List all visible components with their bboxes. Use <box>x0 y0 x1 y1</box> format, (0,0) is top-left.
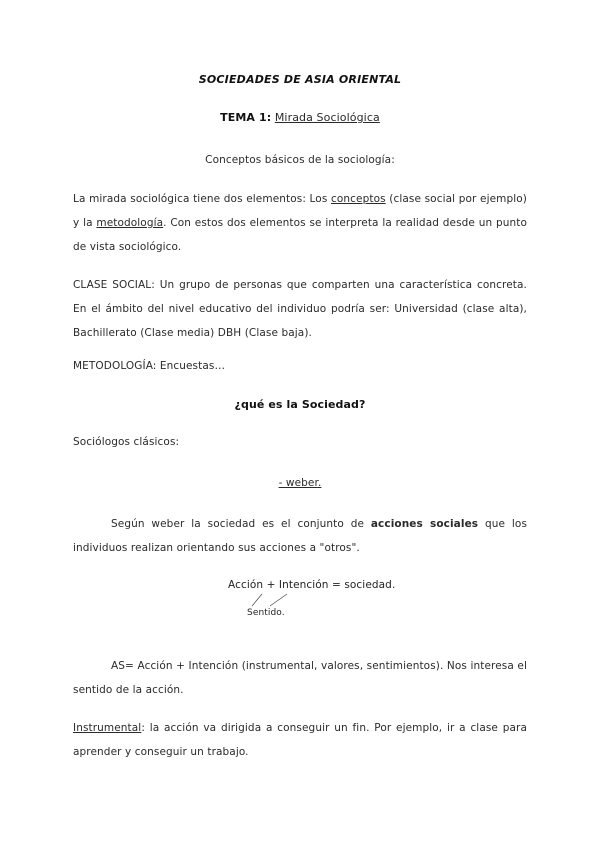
concepts-heading: Conceptos básicos de la sociología: <box>205 154 395 166</box>
paragraph-metodologia: METODOLOGÍA: Encuestas… <box>73 360 226 372</box>
formula-line: Acción + Intención = sociedad. <box>228 579 396 591</box>
term-instrumental: Instrumental <box>73 722 142 734</box>
paragraph-mirada <box>73 187 527 259</box>
paragraph-weber <box>73 512 527 560</box>
text-segment: La mirada sociológica tiene dos elementos: Los <box>73 193 331 205</box>
text-segment: que los individuos realizan orientando sus acciones a "otros". <box>73 518 528 554</box>
term-conceptos: conceptos <box>331 193 386 205</box>
paragraph-instrumental <box>73 716 527 764</box>
formula-annotation: Sentido. <box>247 608 285 618</box>
term-acciones-sociales: acciones sociales <box>370 518 479 530</box>
paragraph-as: AS= Acción + Intención (instrumental, valores, sentimientos). Nos interesa el sentido de la acción. <box>73 660 527 696</box>
text-segment: . Con estos dos elementos se interpreta la realidad desde un punto de vista sociológico. <box>73 217 527 253</box>
sociologos-label: Sociólogos clásicos: <box>73 436 180 448</box>
paragraph-clase-social: CLASE SOCIAL: Un grupo de personas que comparten una característica concreta. En el ámbito del nivel educativo del individuo podría ser: Universidad (clase alta), Bachillerato (Clase media) DBH (Clase baja). <box>73 279 527 339</box>
text-segment: Según weber la sociedad es el conjunto de <box>111 518 371 530</box>
weber-heading-text: - weber. <box>278 477 322 489</box>
topic-name: Mirada Sociológica <box>274 111 380 124</box>
topic-label: TEMA 1: <box>220 111 272 124</box>
text-segment: : la acción va dirigida a conseguir un fin. Por ejemplo, ir a clase para aprender y conseguir un trabajo. <box>73 722 527 758</box>
term-metodologia: metodología <box>96 217 164 229</box>
document-title: SOCIEDADES DE ASIA ORIENTAL <box>198 73 402 86</box>
weber-heading <box>0 477 600 489</box>
topic-heading <box>0 111 600 124</box>
text-segment: (clase social por ejemplo) y la <box>73 193 527 229</box>
section-question: ¿qué es la Sociedad? <box>234 398 366 411</box>
